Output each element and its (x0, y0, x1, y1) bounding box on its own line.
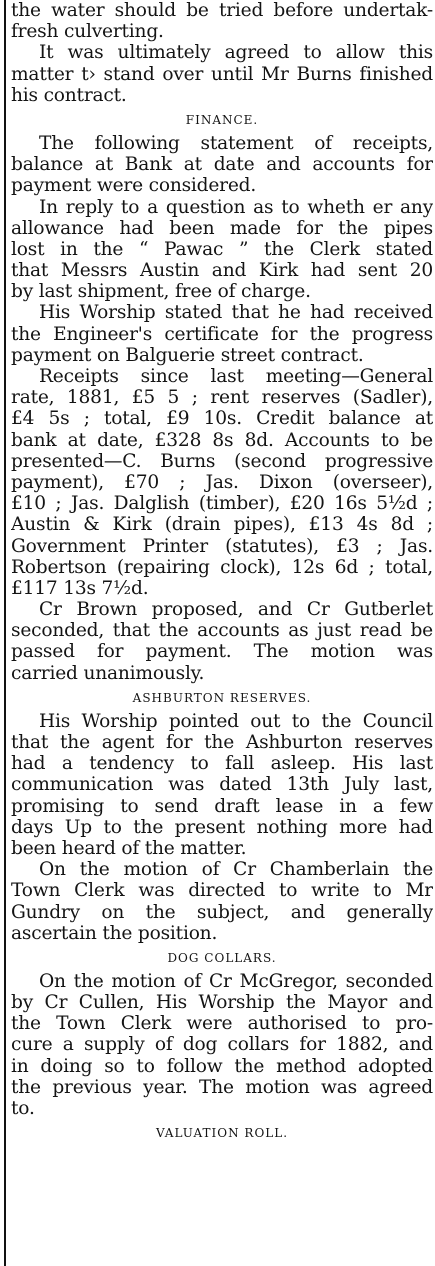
text-line: Gundry on the subject, and generally (11, 901, 433, 923)
paragraph (11, 302, 433, 366)
text-line: £10 ; Jas. Dalglish (timber), £20 16s 5½d ; (11, 493, 433, 515)
text-line: communication was dated 13th July last, (11, 774, 433, 796)
text-line: payment), £70 ; Jas. Dixon (overseer), (11, 471, 433, 493)
paragraph (11, 42, 433, 106)
paragraph (11, 599, 433, 684)
text-line: ascertain the position. (11, 922, 218, 944)
text-line: matter t› stand over until Mr Burns finished (11, 63, 433, 85)
text-line: in doing so to follow the method adopted (11, 1055, 433, 1077)
text-line: His Worship stated that he had received (39, 302, 433, 324)
text-line: £117 13s 7½d. (11, 577, 149, 599)
text-line: to. (11, 1098, 35, 1119)
text-line: Receipts since last meeting—General (39, 366, 433, 387)
text-line: by last shipment, free of charge. (11, 281, 311, 303)
text-line: cure a supply of dog collars for 1882, and (11, 1034, 433, 1056)
text-line: In reply to a question as to wheth er any (39, 196, 433, 218)
text-line: On the motion of Cr McGregor, seconded (39, 970, 433, 992)
text-line: the previous year. The motion was agreed (11, 1076, 433, 1098)
text-line: had a tendency to fall asleep. His last (11, 753, 433, 775)
text-line: £4 5s ; total, £9 10s. Credit balance at (11, 408, 433, 430)
text-line: that the agent for the Ashburton reserves (11, 732, 433, 753)
paragraph (11, 133, 433, 197)
text-line: payment were considered. (11, 175, 257, 197)
text-line: Government Printer (statutes), £3 ; Jas. (11, 535, 433, 557)
text-line: The following statement of receipts, (39, 132, 433, 154)
text-line: his contract. (11, 84, 127, 106)
text-line: promising to send draft lease in a few (11, 795, 433, 817)
text-line: the water should be tried before undertak- (11, 0, 433, 21)
text-line: It was ultimately agreed to allow this (39, 42, 433, 64)
paragraph (11, 711, 433, 859)
text-line: On the motion of Cr Chamberlain the (39, 859, 433, 881)
text-line: by Cr Cullen, His Worship the Mayor and (11, 992, 433, 1014)
text-line: the Engineer's certificate for the progress (11, 323, 433, 345)
text-line: payment on Balguerie street contract. (11, 344, 364, 366)
text-line: Cr Brown proposed, and Cr Gutberlet (39, 599, 433, 621)
text-line: rate, 1881, £5 5 ; rent reserves (Sadler), (11, 387, 433, 409)
text-line: been heard of the matter. (11, 837, 247, 859)
paragraph (11, 0, 433, 42)
section-heading: VALUATION ROLL. (155, 1126, 289, 1141)
text-line: allowance had been made for the pipes (11, 217, 433, 239)
newspaper-column (4, 0, 433, 1266)
text-line: passed for payment. The motion was (11, 641, 433, 663)
text-line: balance at Bank at date and accounts for (11, 154, 433, 176)
section-heading: ASHBURTON RESERVES. (132, 690, 312, 705)
text-line: bank at date, £328 8s 8d. Accounts to be (11, 429, 433, 451)
section-heading: DOG COLLARS. (167, 950, 277, 965)
text-line: seconded, that the accounts as just read be (11, 620, 433, 642)
section-heading: FINANCE. (185, 112, 259, 127)
paragraph (11, 971, 433, 1119)
text-line: fresh culverting. (11, 21, 164, 43)
text-line: Robertson (repairing clock), 12s 6d ; total, (11, 556, 433, 578)
text-line: His Worship pointed out to the Council (39, 710, 433, 732)
text-line: Town Clerk was directed to write to Mr (11, 880, 433, 902)
text-line: Austin & Kirk (drain pipes), £13 4s 8d ; (11, 514, 433, 536)
text-line: lost in the “ Pawac ” the Clerk stated (11, 238, 433, 260)
paragraph (11, 366, 433, 599)
paragraph (11, 197, 433, 303)
text-line: carried unanimously. (11, 662, 205, 684)
paragraph (11, 859, 433, 944)
text-line: days Up to the present nothing more had (11, 816, 433, 838)
text-line: that Messrs Austin and Kirk had sent 20 (11, 260, 433, 282)
text-line: presented—C. Burns (second progressive (11, 450, 433, 472)
text-line: the Town Clerk were authorised to pro- (11, 1013, 433, 1035)
